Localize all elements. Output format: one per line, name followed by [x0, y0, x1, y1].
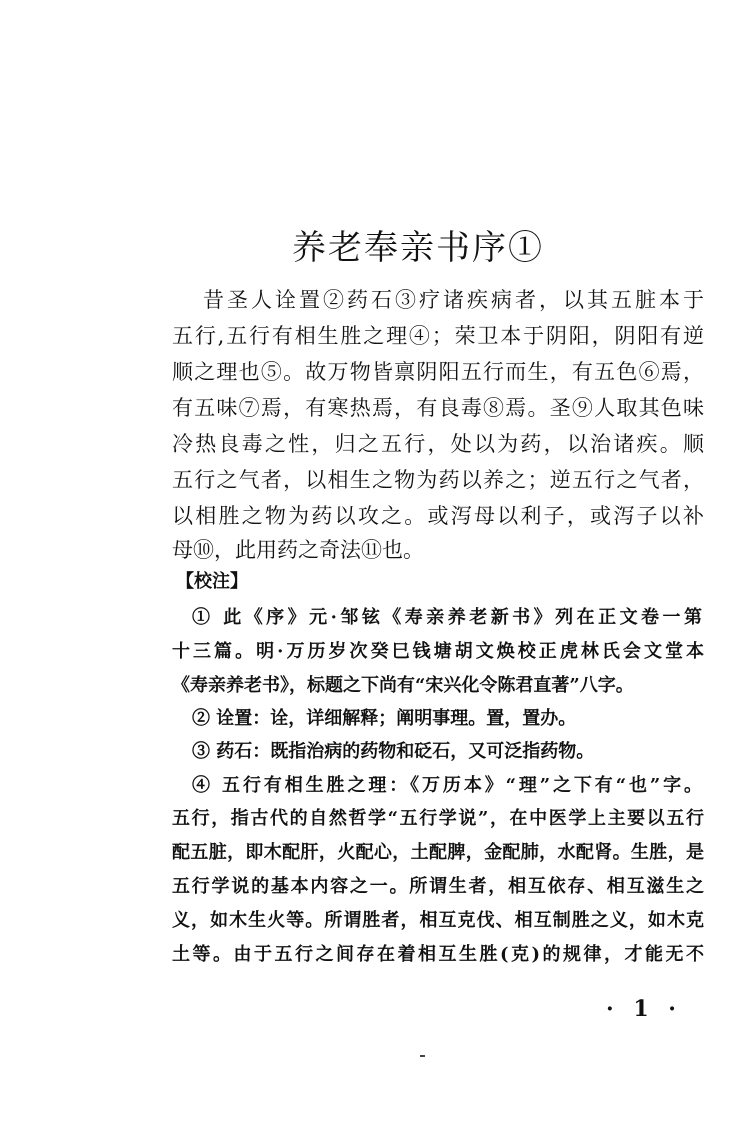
body-line: 母⑩，此用药之奇法⑪也。 — [172, 538, 424, 562]
note-line: 《寿亲养老书》，标题之下尚有“宋兴化令陈君直著”八字。 — [172, 675, 634, 696]
note-line: 五行学说的基本内容之一。所谓生者，相互依存、相互滋生之 — [172, 876, 704, 897]
scan-mark — [420, 1055, 425, 1057]
body-line: 以相胜之物为药以攻之。或泻母以利子，或泻子以补 — [172, 504, 704, 528]
note-line: 五行，指古代的自然哲学“五行学说”，在中医学上主要以五行 — [172, 808, 704, 829]
body-line: 顺之理也⑤。故万物皆禀阴阳五行而生，有五色⑥焉， — [172, 360, 704, 384]
page-title: 养老奉亲书序① — [292, 228, 544, 268]
note-line: 土等。由于五行之间存在着相互生胜(克)的规律，才能无不 — [172, 944, 704, 965]
note-line: 配五脏，即木配肝，火配心，土配脾，金配肺，水配肾。生胜，是 — [172, 842, 704, 863]
note-line: ② 诠置：诠，详细解释；阐明事理。置，置办。 — [192, 708, 577, 729]
body-line: 有五味⑦焉，有寒热焉，有良毒⑧焉。圣⑨人取其色味 — [172, 396, 704, 420]
note-line: ④ 五行有相生胜之理：《万历本》“理”之下有“也”字。 — [192, 775, 702, 796]
body-line: 冷热良毒之性，归之五行，处以为药，以治诸疾。顺 — [172, 432, 704, 456]
note-line: ① 此《序》元·邹铉《寿亲养老新书》列在正文卷一第 — [192, 607, 702, 628]
note-line: 十三篇。明·万历岁次癸巳钱塘胡文焕校正虎林氏会文堂本 — [172, 641, 704, 662]
page-number: · 1 · — [606, 996, 682, 1022]
body-line: 五行,五行有相生胜之理④；荣卫本于阴阳，阴阳有逆 — [172, 324, 704, 348]
note-line: ③ 药石：既指治病的药物和砭石，又可泛指药物。 — [192, 741, 595, 762]
body-line: 昔圣人诠置②药石③疗诸疾病者，以其五脏本于 — [203, 288, 704, 312]
body-line: 五行之气者，以相生之物为药以养之；逆五行之气者， — [172, 468, 704, 492]
note-line: 义，如木生火等。所谓胜者，相互克伐、相互制胜之义，如木克 — [172, 910, 704, 931]
notes-heading: 【校注】 — [176, 571, 248, 592]
